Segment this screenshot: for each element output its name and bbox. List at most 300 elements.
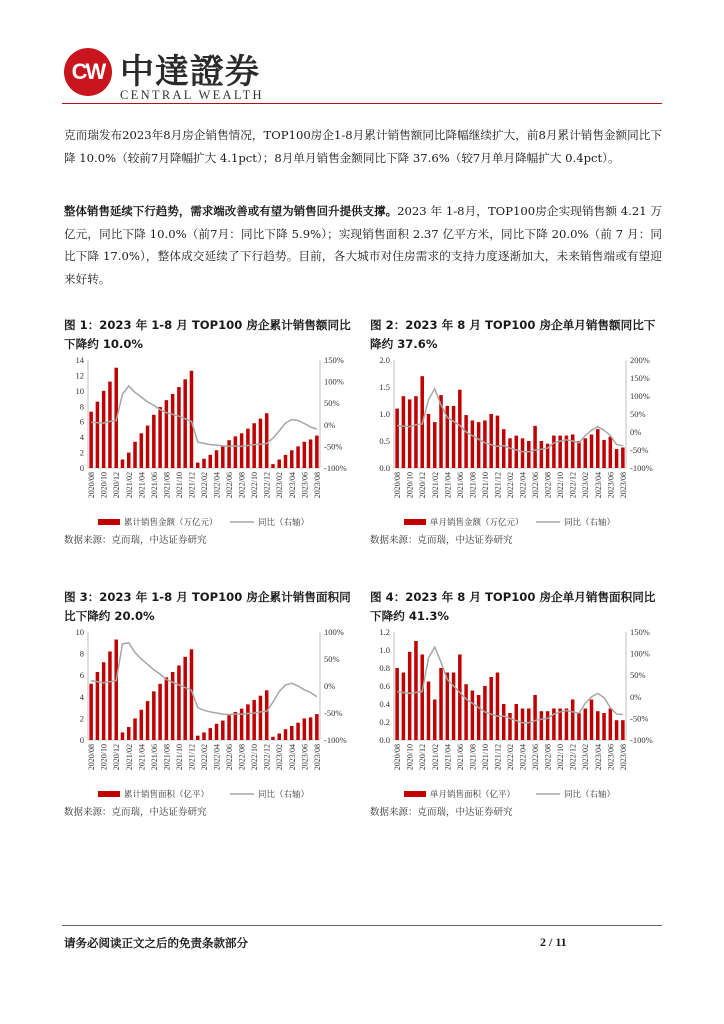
y-right-tick-label: 100% bbox=[630, 648, 650, 659]
x-tick-label: 2022/10 bbox=[250, 472, 260, 499]
bar bbox=[127, 453, 131, 468]
bar bbox=[234, 436, 238, 468]
x-tick-label: 2021/10 bbox=[480, 744, 490, 771]
bar bbox=[196, 463, 200, 468]
bar bbox=[489, 414, 493, 468]
bar bbox=[165, 677, 169, 740]
bar bbox=[271, 464, 275, 468]
legend-line-label: 同比（右轴） bbox=[564, 789, 616, 799]
y-left-tick-label: 2.0 bbox=[379, 355, 390, 365]
bar bbox=[540, 711, 544, 740]
bar bbox=[615, 720, 619, 740]
bar bbox=[165, 400, 169, 468]
y-left-tick-label: 0.2 bbox=[379, 717, 390, 727]
bar bbox=[284, 455, 288, 468]
bar bbox=[102, 662, 106, 740]
bar bbox=[527, 441, 531, 468]
page-number: 2 / 11 bbox=[540, 935, 567, 949]
x-tick-label: 2022/08 bbox=[237, 744, 247, 771]
x-tick-label: 2020/10 bbox=[99, 472, 109, 499]
yoy-line bbox=[91, 643, 317, 715]
bar bbox=[427, 414, 431, 468]
bar bbox=[152, 415, 156, 468]
y-left-tick-label: 0.0 bbox=[379, 735, 390, 745]
bar bbox=[215, 450, 219, 468]
x-tick-label: 2021/12 bbox=[187, 472, 197, 499]
bar bbox=[315, 714, 319, 740]
x-tick-label: 2022/02 bbox=[506, 744, 515, 771]
bar bbox=[483, 420, 487, 468]
bar bbox=[615, 449, 619, 468]
bar bbox=[571, 435, 575, 468]
bar bbox=[471, 420, 475, 468]
y-right-tick-label: 100% bbox=[324, 627, 344, 637]
x-tick-label: 2022/08 bbox=[237, 472, 247, 499]
bar bbox=[546, 711, 550, 740]
bar bbox=[565, 709, 569, 741]
bar bbox=[515, 436, 519, 468]
bar bbox=[89, 684, 93, 740]
y-right-tick-label: -100% bbox=[324, 463, 347, 473]
y-right-tick-label: 50% bbox=[630, 670, 646, 681]
bar bbox=[152, 691, 156, 740]
chart-3-cumulative-sales-area bbox=[58, 624, 358, 814]
x-tick-label: 2021/02 bbox=[124, 744, 134, 771]
legend-bar-swatch bbox=[404, 519, 426, 525]
x-tick-label: 2022/12 bbox=[262, 472, 272, 499]
y-left-tick-label: 1.0 bbox=[379, 645, 390, 655]
x-tick-label: 2023/04 bbox=[593, 472, 603, 499]
legend-line-label: 同比（右轴） bbox=[258, 789, 310, 799]
bar bbox=[171, 394, 175, 468]
bar bbox=[583, 438, 587, 468]
x-tick-label: 2022/02 bbox=[506, 472, 515, 499]
x-tick-label: 2020/10 bbox=[99, 744, 109, 771]
x-tick-label: 2020/08 bbox=[393, 744, 403, 771]
bar bbox=[140, 433, 144, 468]
y-left-tick-label: 0 bbox=[79, 735, 84, 745]
paragraph-2-text: 2023 年 1-8月，TOP100房企实现销售额 4.21 万亿元，同比下降 10.0%（前7月：同比下降 5.9%）；实现销售面积 2.37 亿平方米，同比下降 20.0%（前 7 月：同比下降 17.0%），整体成交延续了下行趋势。目前，各大城市对住房需求的支持力度逐渐加大，未来销售端或有望迎来好转。 bbox=[64, 204, 662, 286]
x-tick-label: 2023/02 bbox=[275, 744, 285, 771]
x-tick-label: 2020/12 bbox=[112, 744, 122, 771]
bar bbox=[602, 440, 606, 468]
legend-bar-label: 累计销售金额（万亿元） bbox=[124, 517, 218, 527]
x-tick-label: 2020/12 bbox=[418, 472, 428, 499]
bar bbox=[515, 704, 519, 740]
cw-logo-mark: CW bbox=[64, 48, 112, 96]
legend-line-label: 同比（右轴） bbox=[564, 517, 616, 527]
bar bbox=[252, 423, 256, 468]
x-tick-label: 2022/04 bbox=[518, 744, 528, 771]
bar bbox=[177, 387, 181, 468]
x-tick-label: 2022/10 bbox=[556, 472, 566, 499]
paragraph-1 bbox=[64, 124, 662, 169]
y-left-tick-label: 14 bbox=[75, 355, 84, 365]
bar bbox=[502, 429, 506, 468]
bar bbox=[408, 399, 412, 468]
x-tick-label: 2021/04 bbox=[137, 744, 147, 771]
bar bbox=[221, 721, 225, 740]
bar bbox=[121, 732, 125, 740]
bar bbox=[596, 429, 600, 468]
figure-2-source: 数据来源：克而瑞，中达证券研究 bbox=[370, 535, 513, 546]
bar bbox=[146, 701, 150, 740]
bar bbox=[133, 718, 137, 740]
paragraph-2-lead: 整体销售延续下行趋势，需求端改善或有望为销售回升提供支撑。 bbox=[64, 204, 398, 218]
chart-2-monthly-sales-amount bbox=[364, 352, 664, 542]
bar bbox=[489, 677, 493, 740]
figure-3-source: 数据来源：克而瑞，中达证券研究 bbox=[64, 807, 207, 818]
x-tick-label: 2020/10 bbox=[405, 472, 415, 499]
legend-bar-label: 单月销售面积（亿平） bbox=[430, 789, 516, 799]
paragraph-1-text: 克而瑞发布2023年8月房企销售情况，TOP100房企1-8月累计销售额同比降幅继续扩大，前8月累计销售金额同比下降 10.0%（较前7月降幅扩大 4.1pct）；8月单月销售金额同比下降 37.6%（较7月单月降幅扩大 0.4pct）。 bbox=[64, 128, 662, 165]
bar bbox=[246, 704, 250, 740]
bar bbox=[121, 460, 125, 468]
y-left-tick-label: 4 bbox=[79, 691, 84, 702]
y-left-tick-label: 10 bbox=[75, 385, 84, 396]
x-tick-label: 2023/08 bbox=[312, 744, 322, 771]
y-right-tick-label: 0% bbox=[324, 419, 336, 430]
x-tick-label: 2021/08 bbox=[468, 744, 478, 771]
x-tick-label: 2020/12 bbox=[418, 744, 428, 771]
y-right-tick-label: -100% bbox=[324, 735, 347, 745]
bar bbox=[303, 442, 307, 468]
y-left-tick-label: 2 bbox=[79, 447, 84, 458]
bar bbox=[309, 717, 313, 740]
bar bbox=[190, 371, 194, 468]
x-tick-label: 2023/06 bbox=[606, 472, 616, 499]
x-tick-label: 2021/12 bbox=[493, 472, 503, 499]
y-left-tick-label: 1.2 bbox=[379, 627, 390, 637]
y-right-tick-label: -100% bbox=[630, 735, 653, 745]
bar bbox=[402, 673, 406, 741]
y-left-tick-label: 0 bbox=[79, 463, 84, 473]
figure-3-title: 图 3：2023 年 1-8 月 TOP100 房企累计销售面积同比下降约 20.0% bbox=[64, 590, 351, 623]
x-tick-label: 2021/12 bbox=[187, 744, 197, 771]
bar bbox=[108, 382, 112, 468]
x-tick-label: 2021/06 bbox=[455, 472, 465, 499]
x-tick-label: 2021/10 bbox=[174, 744, 184, 771]
bar bbox=[477, 695, 481, 740]
bar bbox=[96, 402, 100, 468]
x-tick-label: 2020/08 bbox=[393, 472, 403, 499]
bar bbox=[209, 455, 213, 468]
bar bbox=[508, 438, 512, 468]
bar bbox=[439, 668, 443, 740]
bar bbox=[395, 668, 399, 740]
paragraph-2 bbox=[64, 200, 662, 290]
x-tick-label: 2022/02 bbox=[200, 472, 209, 499]
x-tick-label: 2023/02 bbox=[581, 472, 591, 499]
bar bbox=[395, 409, 399, 468]
bar bbox=[571, 700, 575, 741]
bar bbox=[590, 435, 594, 468]
bar bbox=[427, 682, 431, 741]
bar bbox=[420, 655, 424, 741]
x-tick-label: 2023/08 bbox=[312, 472, 322, 499]
y-left-tick-label: 10 bbox=[75, 627, 84, 637]
x-tick-label: 2022/06 bbox=[531, 744, 541, 771]
x-tick-label: 2021/08 bbox=[468, 472, 478, 499]
y-left-tick-label: 0.4 bbox=[379, 699, 390, 709]
x-tick-label: 2023/06 bbox=[300, 472, 310, 499]
bar bbox=[414, 641, 418, 740]
y-right-tick-label: 0% bbox=[324, 681, 336, 691]
bar bbox=[246, 429, 250, 468]
x-tick-label: 2022/10 bbox=[250, 744, 260, 771]
x-tick-label: 2023/06 bbox=[606, 744, 616, 771]
y-right-tick-label: 0% bbox=[630, 691, 642, 702]
x-tick-label: 2023/04 bbox=[287, 472, 297, 499]
y-right-tick-label: 100% bbox=[630, 391, 650, 401]
x-tick-label: 2022/06 bbox=[225, 472, 235, 499]
bar bbox=[458, 390, 462, 468]
header-divider bbox=[62, 103, 662, 104]
bar bbox=[609, 709, 613, 741]
bar bbox=[496, 673, 500, 741]
x-tick-label: 2020/08 bbox=[87, 472, 97, 499]
figure-2-title: 图 2：2023 年 8 月 TOP100 房企单月销售额同比下降约 37.6% bbox=[370, 318, 656, 351]
yoy-line bbox=[397, 647, 623, 723]
bar bbox=[158, 407, 162, 468]
bar bbox=[508, 713, 512, 740]
bar bbox=[315, 436, 319, 468]
x-tick-label: 2021/08 bbox=[162, 744, 172, 771]
bar bbox=[221, 446, 225, 468]
x-tick-label: 2021/02 bbox=[124, 472, 134, 499]
x-tick-label: 2021/02 bbox=[430, 472, 440, 499]
x-tick-label: 2022/08 bbox=[543, 472, 553, 499]
bar bbox=[577, 713, 581, 740]
bar bbox=[621, 720, 625, 740]
bar bbox=[477, 422, 481, 468]
y-right-tick-label: 200% bbox=[630, 355, 650, 365]
x-tick-label: 2021/12 bbox=[493, 744, 503, 771]
legend-bar-label: 单月销售金额（万亿元） bbox=[430, 517, 524, 527]
y-right-tick-label: -50% bbox=[324, 708, 343, 718]
bar bbox=[621, 447, 625, 468]
bar bbox=[502, 704, 506, 740]
bar bbox=[533, 426, 537, 468]
bar bbox=[234, 712, 238, 740]
x-tick-label: 2023/04 bbox=[287, 744, 297, 771]
bar bbox=[114, 640, 118, 740]
bar bbox=[202, 732, 206, 740]
legend-bar-swatch bbox=[98, 791, 120, 797]
x-tick-label: 2022/12 bbox=[568, 744, 578, 771]
x-tick-label: 2021/06 bbox=[455, 744, 465, 771]
bar bbox=[446, 673, 450, 741]
y-left-tick-label: 12 bbox=[75, 370, 84, 381]
bar bbox=[265, 690, 269, 740]
bar bbox=[464, 415, 468, 468]
bar bbox=[402, 396, 406, 468]
bar bbox=[527, 709, 531, 741]
footer-disclaimer: 请务必阅读正文之后的免责条款部分 bbox=[64, 936, 248, 950]
y-right-tick-label: -50% bbox=[630, 713, 649, 724]
x-tick-label: 2023/02 bbox=[581, 744, 591, 771]
y-right-tick-label: 100% bbox=[324, 376, 344, 387]
y-left-tick-label: 6 bbox=[79, 670, 84, 681]
bar bbox=[158, 684, 162, 740]
x-tick-label: 2020/10 bbox=[405, 744, 415, 771]
legend-bar-label: 累计销售面积（亿平） bbox=[124, 789, 210, 799]
legend-bar-swatch bbox=[98, 519, 120, 525]
y-right-tick-label: 50% bbox=[630, 409, 646, 419]
bar bbox=[227, 715, 231, 740]
y-right-tick-label: 150% bbox=[630, 373, 650, 383]
logo-english-name: CENTRAL WEALTH bbox=[120, 88, 264, 102]
bar bbox=[602, 713, 606, 740]
bar bbox=[177, 665, 181, 740]
x-tick-label: 2022/08 bbox=[543, 744, 553, 771]
bar bbox=[552, 436, 556, 468]
legend-bar-swatch bbox=[404, 791, 426, 797]
bar bbox=[496, 416, 500, 468]
bar bbox=[609, 437, 613, 468]
y-right-tick-label: -50% bbox=[324, 441, 343, 452]
x-tick-label: 2021/08 bbox=[162, 472, 172, 499]
bar bbox=[408, 652, 412, 740]
bar bbox=[252, 700, 256, 740]
y-left-tick-label: 0.6 bbox=[379, 681, 390, 691]
bar bbox=[89, 412, 93, 468]
x-tick-label: 2022/02 bbox=[200, 744, 209, 771]
bar bbox=[464, 684, 468, 740]
bar bbox=[271, 737, 275, 740]
x-tick-label: 2022/06 bbox=[531, 472, 541, 499]
bar bbox=[433, 422, 437, 468]
logo-chinese-name: 中達證券 bbox=[120, 52, 260, 92]
x-tick-label: 2022/04 bbox=[212, 472, 222, 499]
bar bbox=[458, 655, 462, 741]
bar bbox=[521, 709, 525, 741]
chart-4-monthly-sales-area bbox=[364, 624, 664, 814]
x-tick-label: 2022/04 bbox=[212, 744, 222, 771]
bar bbox=[577, 441, 581, 468]
x-tick-label: 2022/10 bbox=[556, 744, 566, 771]
y-left-tick-label: 1.5 bbox=[379, 382, 390, 392]
y-left-tick-label: 0.5 bbox=[379, 436, 390, 446]
y-right-tick-label: 150% bbox=[324, 355, 344, 365]
bar bbox=[277, 460, 281, 468]
yoy-line bbox=[91, 386, 317, 446]
x-tick-label: 2021/02 bbox=[430, 744, 440, 771]
x-tick-label: 2021/04 bbox=[443, 744, 453, 771]
figure-1-title: 图 1：2023 年 1-8 月 TOP100 房企累计销售额同比下降约 10.0% bbox=[64, 318, 351, 351]
x-tick-label: 2021/06 bbox=[149, 472, 159, 499]
bar bbox=[183, 657, 187, 740]
bar bbox=[533, 695, 537, 740]
bar bbox=[277, 734, 281, 740]
bar bbox=[146, 426, 150, 468]
figure-4-source: 数据来源：克而瑞，中达证券研究 bbox=[370, 807, 513, 818]
y-left-tick-label: 8 bbox=[79, 401, 84, 412]
y-left-tick-label: 1.0 bbox=[379, 409, 390, 419]
company-logo bbox=[64, 46, 274, 106]
figure-4-title: 图 4：2023 年 8 月 TOP100 房企单月销售面积同比下降约 41.3% bbox=[370, 590, 656, 623]
bar bbox=[414, 396, 418, 468]
x-tick-label: 2021/04 bbox=[443, 472, 453, 499]
bar bbox=[540, 441, 544, 468]
x-tick-label: 2021/04 bbox=[137, 472, 147, 499]
y-right-tick-label: 50% bbox=[324, 654, 340, 664]
x-tick-label: 2021/10 bbox=[174, 472, 184, 499]
y-left-tick-label: 8 bbox=[79, 648, 84, 659]
bar bbox=[309, 439, 313, 468]
bar bbox=[108, 651, 112, 740]
footer-divider bbox=[62, 925, 662, 926]
x-tick-label: 2023/06 bbox=[300, 744, 310, 771]
bar bbox=[183, 379, 187, 468]
x-tick-label: 2023/08 bbox=[618, 472, 628, 499]
y-left-tick-label: 0.8 bbox=[379, 663, 390, 673]
x-tick-label: 2021/06 bbox=[149, 744, 159, 771]
bar bbox=[196, 736, 200, 740]
figure-1-source: 数据来源：克而瑞，中达证券研究 bbox=[64, 535, 207, 546]
x-tick-label: 2023/02 bbox=[275, 472, 285, 499]
x-tick-label: 2023/04 bbox=[593, 744, 603, 771]
bar bbox=[215, 724, 219, 740]
bar bbox=[133, 442, 137, 468]
bar bbox=[202, 459, 206, 468]
y-right-tick-label: -100% bbox=[630, 463, 653, 473]
bar bbox=[303, 718, 307, 740]
bar bbox=[140, 710, 144, 740]
x-tick-label: 2020/12 bbox=[112, 472, 122, 499]
y-right-tick-label: -50% bbox=[630, 445, 649, 455]
bar bbox=[265, 413, 269, 468]
bar bbox=[290, 450, 294, 468]
y-right-tick-label: 150% bbox=[630, 627, 650, 637]
y-left-tick-label: 4 bbox=[79, 432, 84, 443]
bar bbox=[296, 723, 300, 740]
bar bbox=[290, 726, 294, 740]
bar bbox=[596, 711, 600, 740]
x-tick-label: 2021/10 bbox=[480, 472, 490, 499]
bar bbox=[471, 691, 475, 741]
x-tick-label: 2022/04 bbox=[518, 472, 528, 499]
bar bbox=[583, 709, 587, 741]
bar bbox=[521, 438, 525, 468]
bar bbox=[240, 433, 244, 468]
bar bbox=[284, 729, 288, 740]
x-tick-label: 2022/12 bbox=[568, 472, 578, 499]
bar bbox=[452, 406, 456, 468]
bar bbox=[259, 696, 263, 740]
bar bbox=[558, 709, 562, 741]
bar bbox=[209, 728, 213, 740]
bar bbox=[452, 673, 456, 741]
x-tick-label: 2020/08 bbox=[87, 744, 97, 771]
bar bbox=[227, 440, 231, 468]
legend-line-label: 同比（右轴） bbox=[258, 517, 310, 527]
chart-1-cumulative-sales-amount bbox=[58, 352, 358, 542]
x-tick-label: 2022/12 bbox=[262, 744, 272, 771]
bar bbox=[433, 700, 437, 741]
y-right-tick-label: 50% bbox=[324, 398, 340, 409]
bar bbox=[127, 727, 131, 740]
y-left-tick-label: 6 bbox=[79, 416, 84, 427]
x-tick-label: 2022/06 bbox=[225, 744, 235, 771]
y-right-tick-label: 0% bbox=[630, 427, 642, 437]
bar bbox=[102, 391, 106, 468]
y-left-tick-label: 0.0 bbox=[379, 463, 390, 473]
bar bbox=[590, 700, 594, 741]
y-left-tick-label: 2 bbox=[79, 713, 84, 724]
x-tick-label: 2023/08 bbox=[618, 744, 628, 771]
bar bbox=[296, 446, 300, 468]
